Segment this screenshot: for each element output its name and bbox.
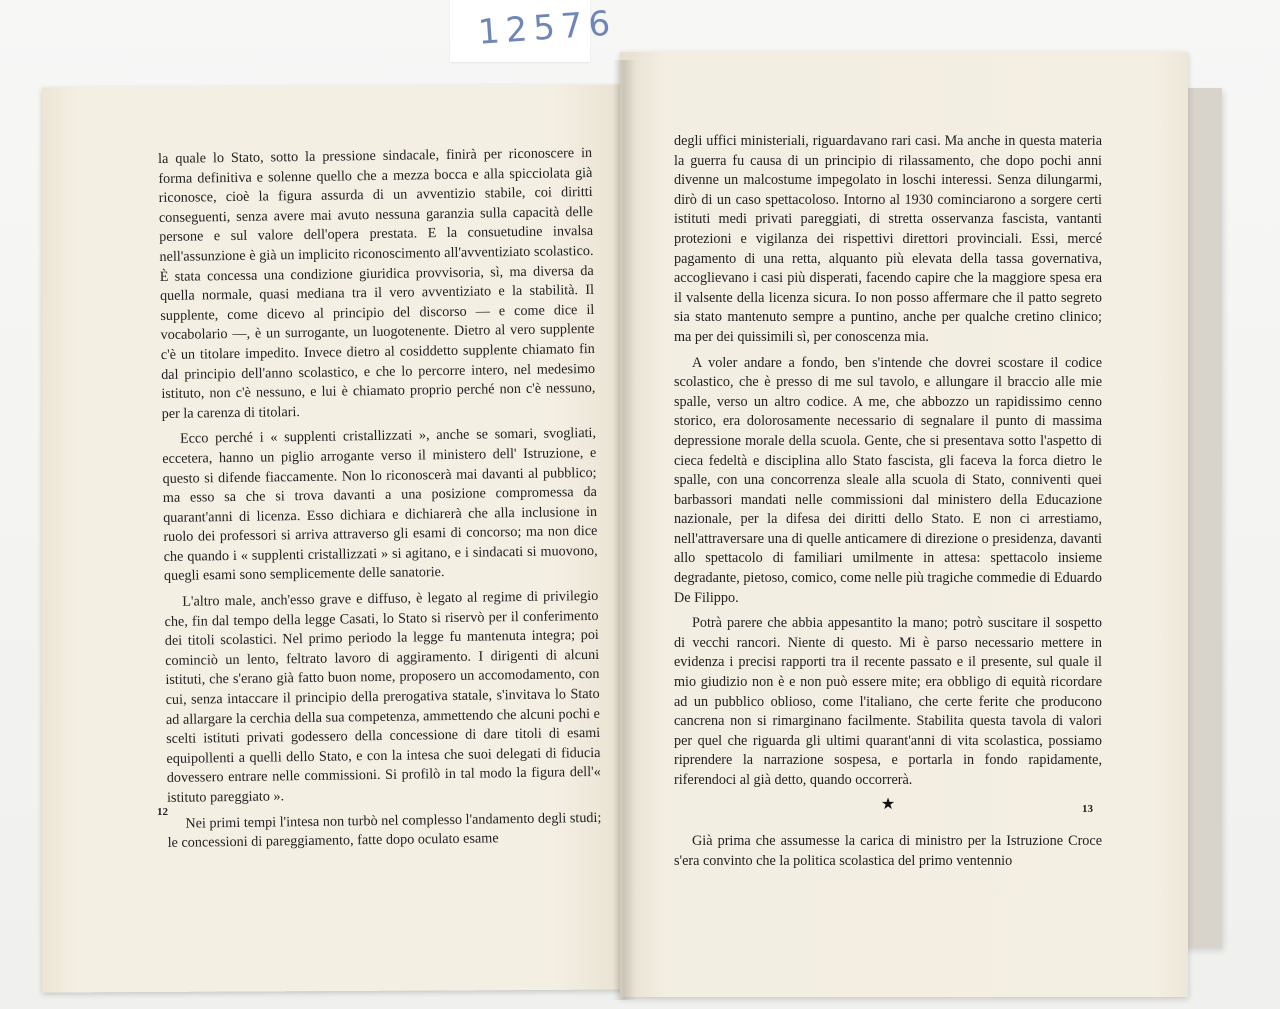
book-gutter	[612, 60, 636, 1000]
paragraph: Ecco perché i « supplenti cristallizzati », anche se somari, svogliati, eccetera, hanno un piglio arrogante verso il ministero dell' Istruzione, e questo si difende fiaccamente. Non lo riconoscerà mai davanti al pubblico; ma esso sa che si trova davanti a una posizione compromessa da quarant'anni di licenza. Esso dichiara e dichiarerà che alla inclusione in ruolo dei professori si arriva attraverso gli esami di concorso; ma non dice che quando i « supplenti cristallizzati » si agitano, e i sindacati si muovono, quegli esami sono semplicemente delle sanatorie.	[162, 425, 598, 585]
paragraph: la quale lo Stato, sotto la pressione sindacale, finirà per riconoscere in forma definitiva e solenne quello che a mezza bocca e alla spicciolata già riconosce, cioè la figura assurda di un avventizio stabile, coi diritti conseguenti, senza avere mai avuto nessuna garanzia sulla capacità delle persone e sul valore dell'opera prestata. E la consuetudine invalsa nell'assunzione è già un implicito riconoscimento all'avventiziato scolastico. È stata concessa una condizione giuridica provvisoria, sì, ma diversa da quella normale, quasi mediana tra il vero avventiziato e la stabilità. Il supplente, come dicevo al principio del discorso — e come dice il vocabolario —, è un surrogante, un luogotenente. Dietro al vero supplente c'è un titolare impedito. Invece dietro al cosiddetto supplente chiamato fin dal principio dell'anno scolastico, e che lo percorre intero, nel medesimo istituto, non c'è nessuno, e lui è chiamato proprio perché non c'è nessuno, per la carenza di titolari.	[158, 144, 596, 422]
paragraph: Nei primi tempi l'intesa non turbò nel complesso l'andamento degli studi; le concessioni di pareggiamento, fatte dopo oculato esame	[167, 809, 602, 852]
right-page-text	[674, 132, 1102, 871]
handwritten-number: 12576	[476, 3, 618, 53]
page-number-right: 13	[1082, 803, 1093, 815]
paragraph: degli uffici ministeriali, riguardavano rari casi. Ma anche in questa materia la guerra fu causa di un principio di rilassamento, che dopo pochi anni divenne un malcostume impegolato in loschi interessi. Senza dilungarmi, dirò di un caso spettacoloso. Intorno al 1930 cominciarono a sorgere certi istituti medi privati pareggiati, di stretta osservanza fascista, vantanti protezioni e vigilanza dei rispettivi direttori provinciali. Essi, mercé pagamento di una retta, alquanto più elevata della tassa governativa, accoglievano i casi più disperati, facendo capire che la maggiore spesa era il valsente della licenza sicura. Io non posso affermare che il patto segreto sia stato mantenuto sempre a puntino, anche per qualche cretino clinico; ma per dei quissimili sì, per conoscenza mia.	[674, 133, 1102, 345]
section-separator-star: ★	[880, 795, 896, 813]
left-page-text	[158, 144, 602, 854]
paragraph: L'altro male, anch'esso grave e diffuso, è legato al regime di privilegio che, fin dal tempo della legge Casati, lo Stato si riservò per il conferimento dei titoli scolastici. Nel primo periodo la legge fu mantenuta integra; poi cominciò un lento, feltrato lavoro di aggiramento. I dirigenti di alcuni istituti, che s'erano già fatto buon nome, proposero un accomodamento, con cui, senza intaccare il principio della prerogativa statale, s'invitava lo Stato ad allargare la cerchia della sua competenza, ammettendo che alcuni pochi e scelti istituti privati godessero della concessione di dare titoli di esami equipollenti a quelli dello Stato, e con la intesa che suoi delegati di fiducia dovessero entrare nelle commissioni. Si profilò in tal modo la figura dell'« istituto pareggiato ».	[164, 587, 601, 806]
paragraph: A voler andare a fondo, ben s'intende che dovrei scostare il codice scolastico, che è presso di me sul tavolo, e allungare il braccio alle mie spalle, verso un altro codice. A me, che abbozzo un rapidissimo cenno storico, era dolorosamente necessario di segnalare il punto di massima depressione morale della scuola. Gente, che si presentava sotto l'aspetto di cieca fedeltà e disciplina allo Stato fascista, gli faceva la forca dietro le spalle, con una concorrenza sleale alla scuola di Stato, conniventi quei barbassori mandati nelle commissioni dal ministero della Educazione nazionale, per la difesa dei diritti dello Stato. E non ci arrestiamo, nell'attraversare una di quelle anticamere di direzione o presidenza, davanti allo spettacolo di familiari umilmente in attesa: spettacolo insieme degradante, pietoso, comico, come nelle più tragiche commedie di Eduardo De Filippo.	[674, 354, 1102, 606]
paragraph: Già prima che assumesse la carica di ministro per la Istruzione Croce s'era convinto che la politica scolastica del primo ventennio	[674, 833, 1102, 869]
page-number-left: 12	[157, 806, 168, 818]
paragraph: Potrà parere che abbia appesantito la mano; potrò suscitare il sospetto di vecchi rancori. Niente di questo. Mi è parso necessario mettere in evidenza i precisi rapporti tra il recente passato e il presente, sul quale il mio giudizio non è e non può essere mite; era obbligo di equità ricordare ad un pubblico oblioso, come l'italiano, che certe ferite che producono cancrena non si rimarginano facilmente. Stabilita questa tavola di valori per quel che riguarda gli ultimi quarant'anni di vita scolastica, possiamo riprendere la narrazione sospesa, e portarla in fondo rapidamente, riferendoci al già detto, quando occorrerà.	[674, 615, 1102, 788]
